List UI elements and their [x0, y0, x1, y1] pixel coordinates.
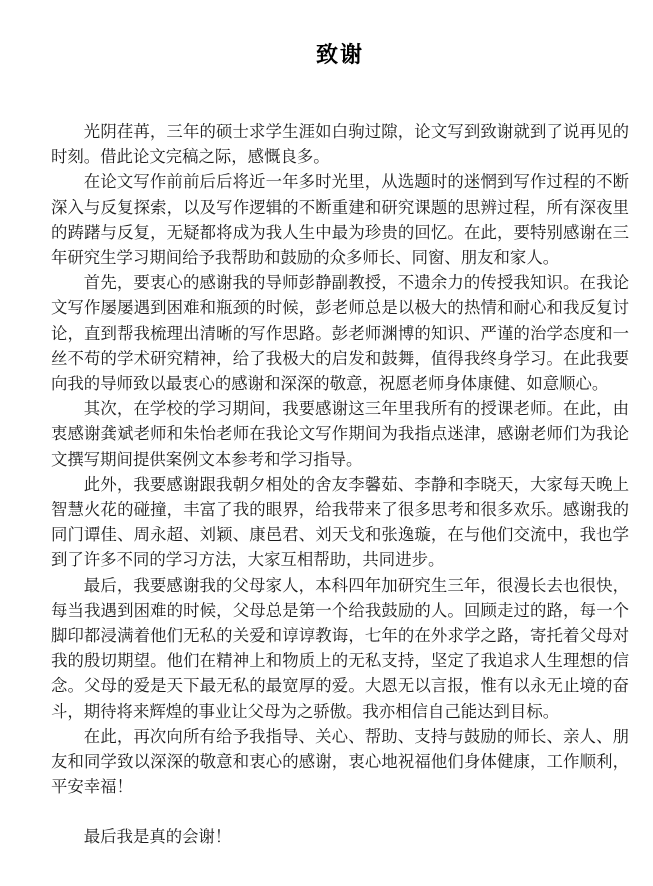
- acknowledgment-paragraph-2: 在论文写作前前后后将近一年多时光里，从选题时的迷惘到写作过程的不断深入与反复探索，以及写作逻辑的不断重建和研究课题的思辨过程，所有深夜里的踌躇与反复，无疑都将成为我人生中最为珍贵的回忆。在此，要特别感谢在三年研究生学习期间给予我帮助和鼓励的众多师长、同窗、朋友和家人。: [51, 172, 629, 268]
- page-title: 致谢: [315, 42, 364, 67]
- acknowledgment-paragraph-3: 首先，要衷心的感谢我的导师彭静副教授，不遗余力的传授我知识。在我论文写作屡屡遇到困难和瓶颈的时候，彭老师总是以极大的热情和耐心和我反复讨论，直到帮我梳理出清晰的写作思路。彭老师渊博的知识、严谨的治学态度和一丝不苟的学术研究精神，给了我极大的启发和鼓舞，值得我终身学习。在此我要向我的导师致以最衷心的感谢和深深的敬意，祝愿老师身体康健、如意顺心。: [51, 273, 629, 394]
- acknowledgment-paragraph-7: 在此，再次向所有给予我指导、关心、帮助、支持与鼓励的师长、亲人、朋友和同学致以深深的敬意和衷心的感谢，衷心地祝福他们身体健康，工作顺利，平安幸福！: [51, 726, 629, 797]
- closing-line: 最后我是真的会谢！: [83, 827, 232, 847]
- acknowledgment-paragraph-1: 光阴荏苒，三年的硕士求学生涯如白驹过隙，论文写到致谢就到了说再见的时刻。借此论文完稿之际，感慨良多。: [51, 122, 629, 167]
- acknowledgment-paragraph-6: 最后，我要感谢我的父母家人，本科四年加研究生三年，很漫长去也很快，每当我遇到困难的时候，父母总是第一个给我鼓励的人。回顾走过的路，每一个脚印都浸满着他们无私的关爱和谆谆教诲，七年的在外求学之路，寄托着父母对我的殷切期望。他们在精神上和物质上的无私支持，坚定了我追求人生理想的信念。父母的爱是天下最无私的最宽厚的爱。大恩无以言报，惟有以永无止境的奋斗，期待将来辉煌的事业让父母为之骄傲。我亦相信自己能达到目标。: [51, 575, 629, 721]
- acknowledgment-paragraph-5: 此外，我要感谢跟我朝夕相处的舍友李馨茹、李静和李晓天，大家每天晚上智慧火花的碰撞，丰富了我的眼界，给我带来了很多思考和很多欢乐。感谢我的同门谭佳、周永超、刘颖、康邑君、刘天戈和张逸璇，在与他们交流中，我也学到了许多不同的学习方法，大家互相帮助，共同进步。: [51, 474, 629, 570]
- acknowledgment-paragraph-4: 其次，在学校的学习期间，我要感谢这三年里我所有的授课老师。在此，由衷感谢龚斌老师和朱怡老师在我论文写作期间为我指点迷津，感谢老师们为我论文撰写期间提供案例文本参考和学习指导。: [51, 399, 629, 469]
- acknowledgments-body: [51, 119, 629, 850]
